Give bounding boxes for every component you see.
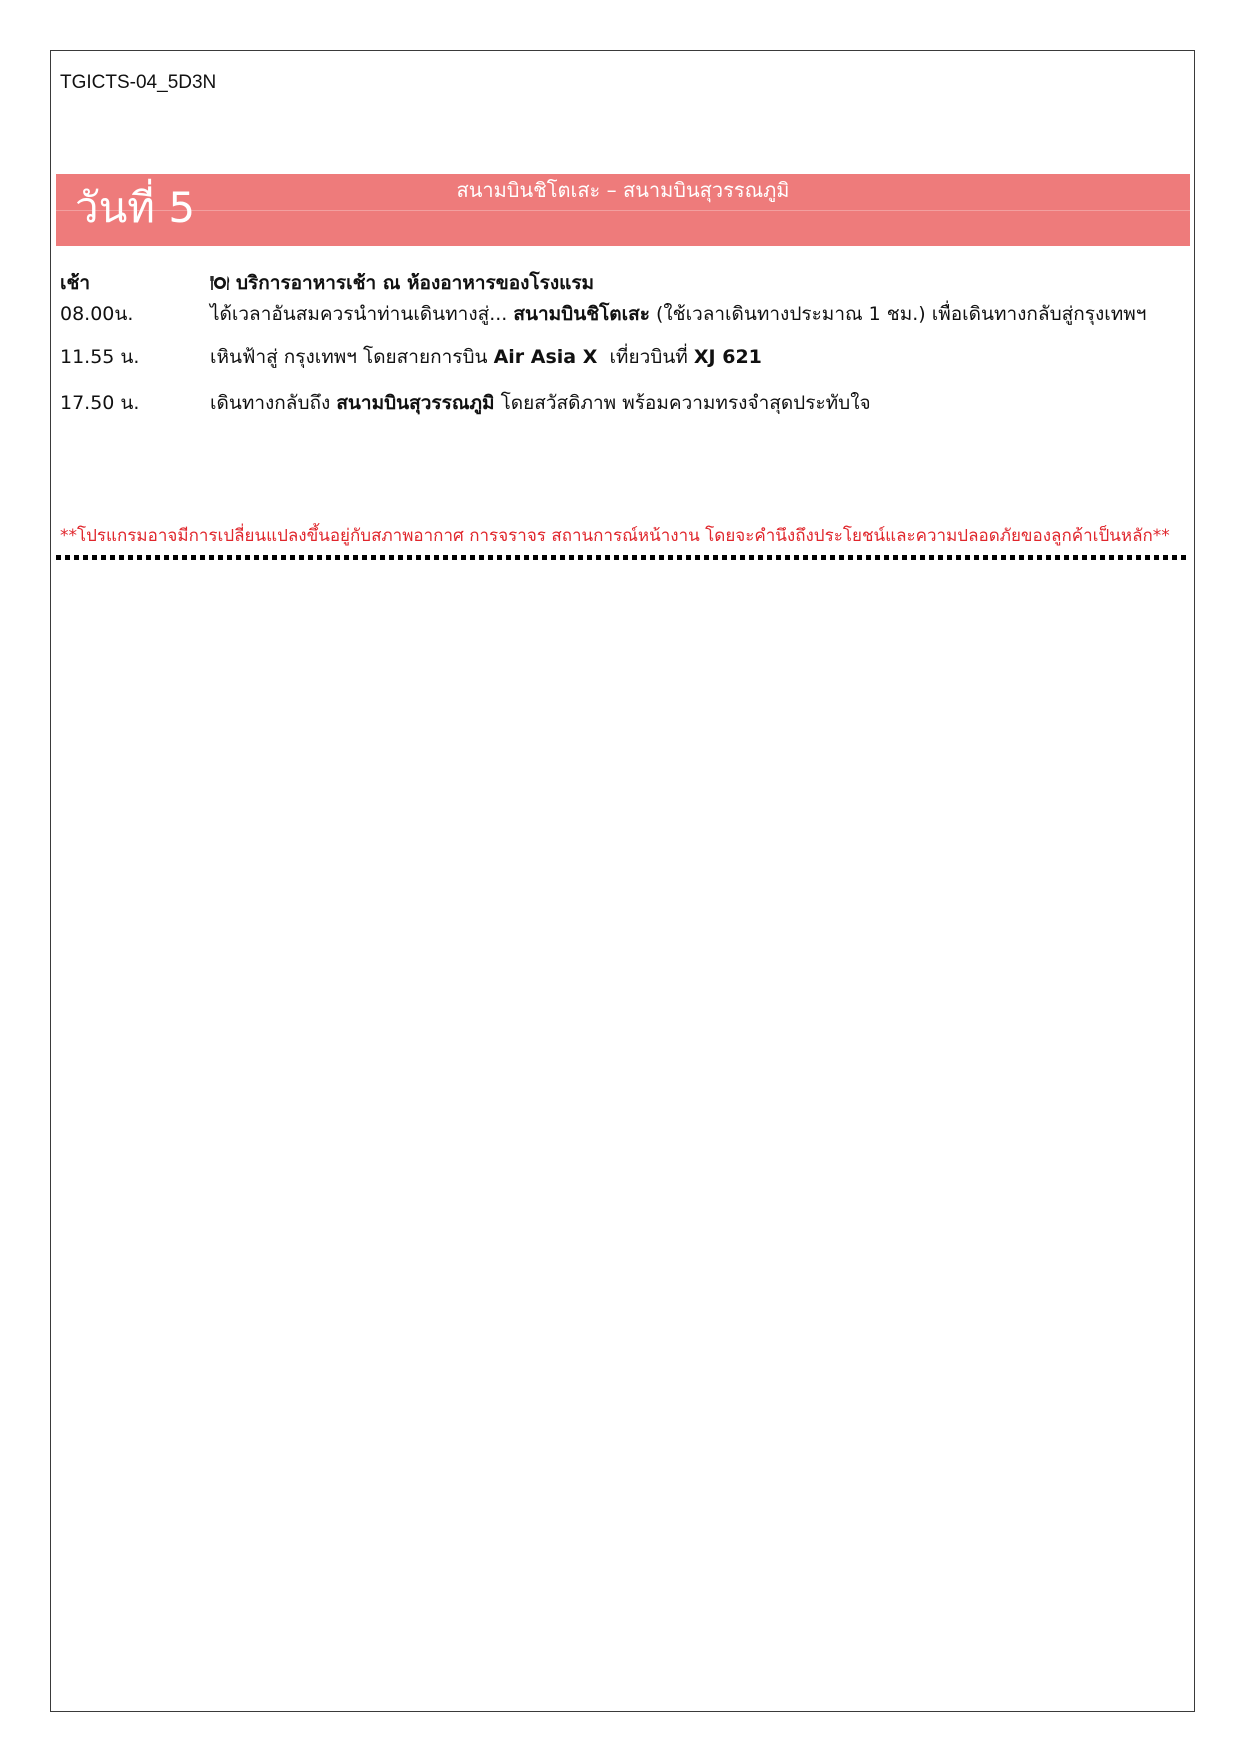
banner-divider	[56, 210, 1190, 211]
itinerary-text: เหินฟ้าสู่ กรุงเทพฯ โดยสายการบิน	[210, 346, 488, 368]
document-code: TGICTS-04_5D3N	[60, 72, 217, 93]
itinerary-text: โดยสวัสดิภาพ พร้อมความทรงจำสุดประทับใจ	[500, 392, 871, 414]
itinerary-row	[60, 344, 1190, 370]
airline-name: Air Asia X	[493, 346, 598, 368]
day-route: สนามบินชิโตเสะ – สนามบินสุวรรณภูมิ	[456, 178, 790, 202]
itinerary-text: ได้เวลาอันสมควรนำท่านเดินทางสู่...	[210, 303, 508, 325]
dining-icon	[210, 274, 230, 292]
itinerary-content	[210, 270, 1190, 296]
itinerary-time: 11.55 น.	[60, 346, 140, 368]
itinerary-time: 17.50 น.	[60, 392, 140, 414]
itinerary-content	[210, 301, 1190, 327]
itinerary-text: เที่ยวบินที่	[609, 346, 688, 368]
flight-number: XJ 621	[693, 346, 762, 368]
breakfast-text: บริการอาหารเช้า ณ ห้องอาหารของโรงแรม	[236, 272, 595, 294]
itinerary-row	[60, 301, 1190, 327]
dotted-divider	[56, 555, 1190, 560]
itinerary-text: เดินทางกลับถึง	[210, 392, 331, 414]
itinerary-time: 08.00น.	[60, 303, 134, 325]
itinerary-content	[210, 344, 1190, 370]
itinerary-text: (ใช้เวลาเดินทางประมาณ 1 ชม.) เพื่อเดินทางกลับสู่กรุงเทพฯ	[655, 303, 1147, 325]
itinerary-time: เช้า	[60, 272, 91, 294]
day-title: วันที่ 5	[75, 183, 196, 232]
itinerary-place: สนามบินชิโตเสะ	[513, 303, 650, 325]
itinerary-row	[60, 390, 1190, 416]
day-banner	[56, 174, 1190, 246]
page-frame	[50, 50, 1195, 1712]
program-change-note: **โปรแกรมอาจมีการเปลี่ยนแปลงขึ้นอยู่กับสภาพอากาศ การจราจร สถานการณ์หน้างาน โดยจะคำนึงถึงประโยชน์และความปลอดภัยของลูกค้าเป็นหลัก**	[60, 526, 1170, 546]
itinerary-place: สนามบินสุวรรณภูมิ	[336, 392, 495, 414]
itinerary-row	[60, 270, 1190, 296]
itinerary-content	[210, 390, 1190, 416]
